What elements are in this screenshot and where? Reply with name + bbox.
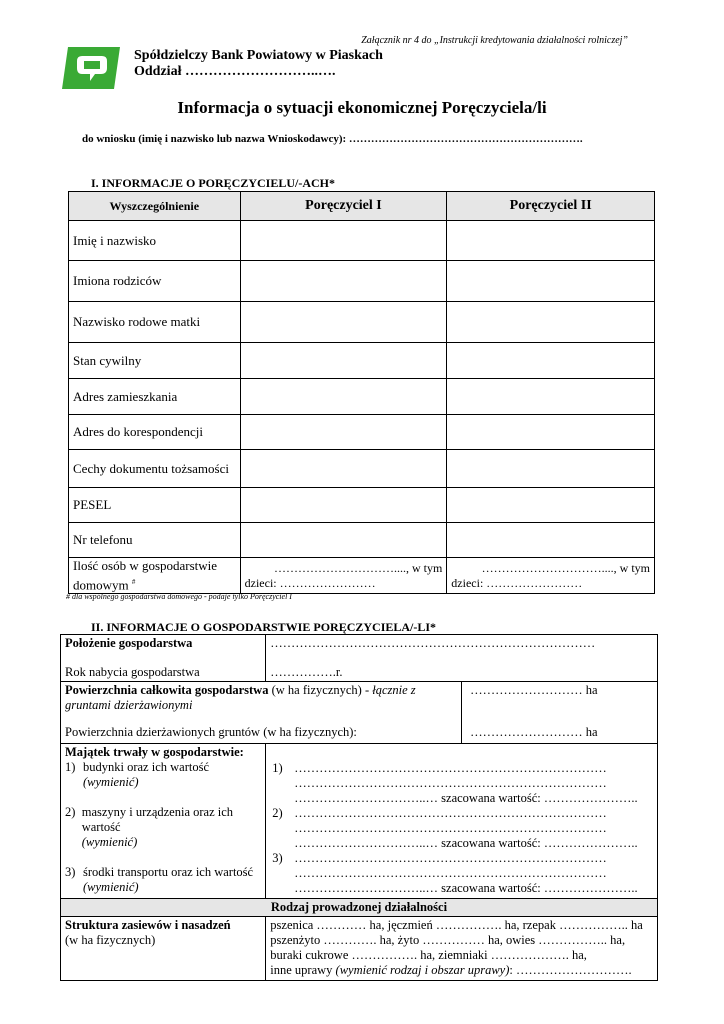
- input-cell[interactable]: [240, 523, 447, 558]
- household-line-1: …………………………...., w tym: [273, 560, 443, 575]
- assets-label-cell: [61, 744, 266, 899]
- year-value: …………….r.: [270, 665, 343, 679]
- asset-item-machines: 2) maszyny i urządzenia oraz ich wartość (wymienić): [65, 805, 234, 849]
- guarantor-table: [68, 191, 655, 594]
- page-title: Informacja o sytuacji ekonomicznej Poręczyciela/li: [177, 98, 547, 117]
- table-row: [69, 343, 655, 379]
- crops-label: Struktura zasiewów i nasadzeń: [65, 918, 231, 932]
- table-row: [69, 261, 655, 302]
- area-label-cell: [61, 682, 462, 744]
- col-header-guarantor-2: Poręczyciel II: [447, 192, 655, 221]
- table-row: [69, 450, 655, 488]
- row-label-mother-maiden-name: Nazwisko rodowe matki: [69, 302, 241, 343]
- lease-value: ……………………… ha: [470, 725, 598, 739]
- input-cell[interactable]: [240, 343, 447, 379]
- area-input-cell[interactable]: [462, 682, 658, 744]
- input-cell[interactable]: [240, 450, 447, 488]
- table-row: [69, 379, 655, 415]
- location-label: Położenie gospodarstwa: [65, 636, 193, 650]
- household-mark: #: [131, 578, 136, 586]
- input-cell[interactable]: [447, 488, 655, 523]
- crops-label-unit: (w ha fizycznych): [65, 933, 156, 947]
- area-label: Powierzchnia całkowita gospodarstwa (w ha fizycznych) - łącznie z gruntami dzierżawionymi: [65, 683, 416, 712]
- branch-name: Oddział ………………………..….: [134, 64, 336, 79]
- area-value: ……………………… ha: [470, 683, 598, 697]
- crops-input-cell[interactable]: [266, 917, 658, 981]
- row-label-marital-status: Stan cywilny: [69, 343, 241, 379]
- lease-label: Powierzchnia dzierżawionych gruntów (w ha fizycznych):: [65, 725, 357, 739]
- row-label-correspondence-address: Adres do korespondencji: [69, 415, 241, 450]
- input-cell[interactable]: [240, 261, 447, 302]
- household-line-1: …………………………...., w tym: [481, 560, 650, 575]
- table-row: [61, 635, 658, 682]
- crops-line-other: inne uprawy (wymienić rodzaj i obszar uprawy): ……………………….: [270, 963, 632, 977]
- table-row: [69, 415, 655, 450]
- row-label-household: [69, 558, 241, 594]
- row-label-name: Imię i nazwisko: [69, 221, 241, 261]
- crops-label-cell: [61, 917, 266, 981]
- table-row: [69, 302, 655, 343]
- input-cell[interactable]: [447, 343, 655, 379]
- input-cell[interactable]: [447, 415, 655, 450]
- applicant-line: do wniosku (imię i nazwisko lub nazwa Wnioskodawcy): ……………………………………………………….: [82, 133, 583, 145]
- input-cell[interactable]: [447, 450, 655, 488]
- row-label-pesel: PESEL: [69, 488, 241, 523]
- row-label-id-document: Cechy dokumentu tożsamości: [69, 450, 241, 488]
- row-label-address: Adres zamieszkania: [69, 379, 241, 415]
- table-row: [61, 917, 658, 981]
- input-cell[interactable]: [447, 302, 655, 343]
- table-row: [61, 744, 658, 899]
- input-cell[interactable]: [240, 221, 447, 261]
- input-cell[interactable]: [240, 488, 447, 523]
- crops-line-3: buraki cukrowe ……………. ha, ziemniaki ………………. ha,: [270, 948, 587, 962]
- household-input-2[interactable]: [447, 558, 655, 594]
- row-label-phone: Nr telefonu: [69, 523, 241, 558]
- input-cell[interactable]: [240, 415, 447, 450]
- bank-header: [134, 48, 383, 80]
- assets-heading: Majątek trwały w gospodarstwie:: [65, 745, 244, 759]
- table-row: [69, 558, 655, 594]
- bank-name: Spółdzielczy Bank Powiatowy w Piaskach: [134, 48, 383, 63]
- col-header-guarantor-1: Poręczyciel I: [240, 192, 447, 221]
- input-cell[interactable]: [447, 379, 655, 415]
- asset-item-transport: 3) środki transportu oraz ich wartość (wymienić): [65, 865, 254, 894]
- activity-heading: Rodzaj prowadzonej działalności: [61, 899, 658, 917]
- input-cell[interactable]: [240, 379, 447, 415]
- household-line-2: dzieci: ……………………: [451, 575, 583, 590]
- year-label: Rok nabycia gospodarstwa: [65, 665, 200, 679]
- crops-line-2: pszenżyto …………. ha, żyto …………… ha, owies …………….. ha,: [270, 933, 626, 947]
- location-value: ……………………………………………………………………: [270, 636, 596, 650]
- col-header-description: Wyszczególnienie: [69, 192, 241, 221]
- footnote: # dla wspólnego gospodarstwa domowego - podaje tylko Poręczyciel I: [66, 592, 292, 601]
- asset-value-machines: 2) ………………………………………………………………… ………………………………………………………………… …………………………..… szacowana wartość: …………………..: [272, 806, 638, 850]
- table-row: [61, 682, 658, 744]
- table-row: [69, 221, 655, 261]
- input-cell[interactable]: [447, 261, 655, 302]
- row-label-parents: Imiona rodziców: [69, 261, 241, 302]
- table-header-row: [69, 192, 655, 221]
- table-row: [69, 488, 655, 523]
- asset-item-buildings: 1) budynki oraz ich wartość (wymienić): [65, 760, 210, 789]
- table-row: [69, 523, 655, 558]
- household-label: Ilość osób w gospodarstwie domowym: [73, 558, 218, 593]
- attachment-note: Załącznik nr 4 do „Instrukcji kredytowania działalności rolniczej”: [361, 35, 628, 46]
- location-input-cell[interactable]: [266, 635, 658, 682]
- household-input-1[interactable]: [240, 558, 447, 594]
- bank-logo-icon: [62, 47, 120, 89]
- farm-table: [60, 634, 658, 981]
- household-line-2: dzieci: ……………………: [244, 575, 376, 590]
- asset-value-buildings: 1) ………………………………………………………………… ………………………………………………………………… …………………………..… szacowana wartość: …………………..: [272, 761, 638, 805]
- table-row: [61, 899, 658, 917]
- input-cell[interactable]: [447, 221, 655, 261]
- input-cell[interactable]: [447, 523, 655, 558]
- section1-heading: I. INFORMACJE O PORĘCZYCIELU/-ACH*: [91, 176, 336, 190]
- assets-input-cell[interactable]: [266, 744, 658, 899]
- section2-heading: II. INFORMACJE O GOSPODARSTWIE PORĘCZYCIELA/-LI*: [91, 620, 437, 634]
- location-label-cell: [61, 635, 266, 682]
- crops-line-1: pszenica ………… ha, jęczmień ……………. ha, rzepak …………….. ha: [270, 918, 643, 932]
- asset-value-transport: 3) ………………………………………………………………… ………………………………………………………………… …………………………..… szacowana wartość: …………………..: [272, 851, 638, 895]
- input-cell[interactable]: [240, 302, 447, 343]
